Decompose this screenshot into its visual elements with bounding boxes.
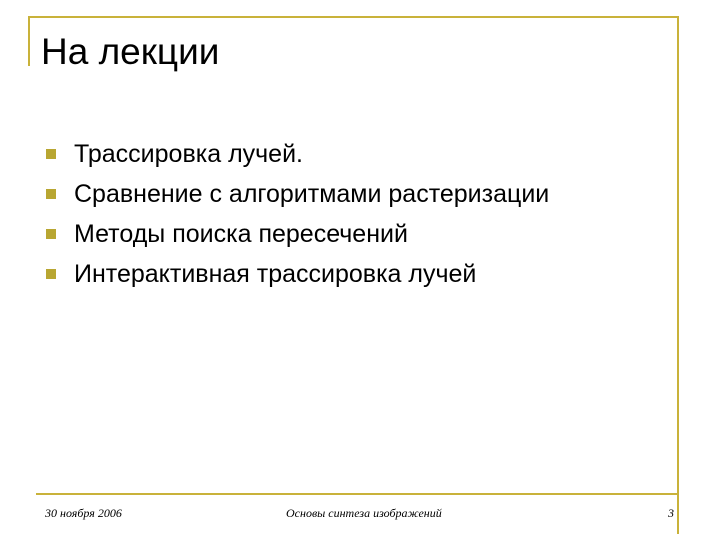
square-bullet-icon bbox=[46, 189, 56, 199]
bullet-text: Трассировка лучей. bbox=[74, 140, 303, 168]
square-bullet-icon bbox=[46, 229, 56, 239]
footer-date: 30 ноября 2006 bbox=[45, 506, 122, 520]
footer-title: Основы синтеза изображений bbox=[286, 506, 442, 520]
frame-bottom-line bbox=[36, 493, 679, 495]
bullet-text: Интерактивная трассировка лучей bbox=[74, 260, 477, 288]
bullet-text: Сравнение с алгоритмами растеризации bbox=[74, 180, 550, 208]
square-bullet-icon bbox=[46, 149, 56, 159]
bullet-text: Методы поиска пересечений bbox=[74, 220, 408, 248]
slide-title: На лекции bbox=[41, 31, 220, 72]
frame-right-line bbox=[677, 16, 679, 534]
square-bullet-icon bbox=[46, 269, 56, 279]
frame-left-line bbox=[28, 16, 30, 66]
frame-top-line bbox=[28, 16, 679, 18]
page-number: 3 bbox=[668, 506, 674, 520]
